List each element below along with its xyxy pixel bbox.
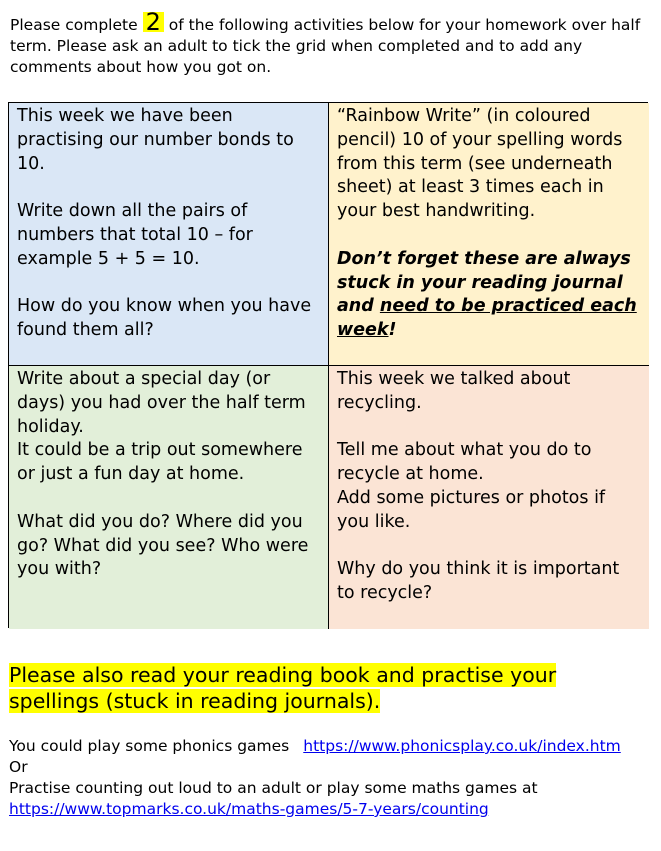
intro-paragraph <box>10 8 650 78</box>
recycling-line-2: Add some pictures or photos if you like. <box>337 487 606 532</box>
extra-activities <box>9 736 654 820</box>
intro-text-after: of the following activities below for your homework over half term. Please ask an adult to tick the grid when completed and to add any comments about how you got on. <box>10 16 641 76</box>
maths-text: Practise counting out loud to an adult or play some maths games at <box>9 779 538 797</box>
recycling-intro: This week we talked about recycling. <box>337 369 571 413</box>
maths-line <box>9 799 654 820</box>
rainbow-write-task: “Rainbow Write” (in coloured pencil) 10 of your spelling words from this term (see underneath sheet) at least 3 times each in your best handwriting. <box>337 106 623 222</box>
number-bonds-question: How do you know when you have found them all? <box>17 296 312 341</box>
recycling-question: Why do you think it is important to recycle? <box>337 559 620 604</box>
activity-rainbow-write <box>329 103 649 366</box>
activity-special-day <box>9 366 329 629</box>
reading-reminder <box>9 662 649 714</box>
intro-text-before: Please complete <box>10 16 143 34</box>
rainbow-write-note <box>337 248 641 343</box>
phonics-text: You could play some phonics games <box>9 737 290 755</box>
note-part-b: need to be practiced each week <box>337 296 637 341</box>
phonics-link[interactable]: https://www.phonicsplay.co.uk/index.htm <box>303 737 621 755</box>
activity-count-highlight: 2 <box>143 12 164 32</box>
maths-link[interactable]: https://www.topmarks.co.uk/maths-games/5-7-years/counting <box>9 800 489 818</box>
activity-grid <box>8 102 648 628</box>
phonics-line <box>9 736 654 757</box>
note-part-a: Don’t forget these are always stuck in your reading journal and <box>337 248 631 317</box>
note-part-c: ! <box>388 320 397 341</box>
or-text: Or <box>9 758 28 776</box>
number-bonds-intro: This week we have been practising our number bonds to 10. <box>17 106 294 174</box>
reading-reminder-text: Please also read your reading book and practise your spellings (stuck in reading journals). <box>9 663 557 713</box>
activity-number-bonds <box>9 103 329 366</box>
special-day-line-1: Write about a special day (or days) you had over the half term holiday. <box>17 369 306 437</box>
special-day-text <box>17 368 320 487</box>
recycling-task <box>337 439 641 534</box>
activity-recycling <box>329 366 649 629</box>
recycling-line-1: Tell me about what you do to recycle at home. <box>337 440 592 485</box>
special-day-line-2: It could be a trip out somewhere or just a fun day at home. <box>17 440 303 485</box>
number-bonds-task: Write down all the pairs of numbers that total 10 – for example 5 + 5 = 10. <box>17 201 253 269</box>
special-day-questions: What did you do? Where did you go? What did you see? Who were you with? <box>17 511 309 580</box>
